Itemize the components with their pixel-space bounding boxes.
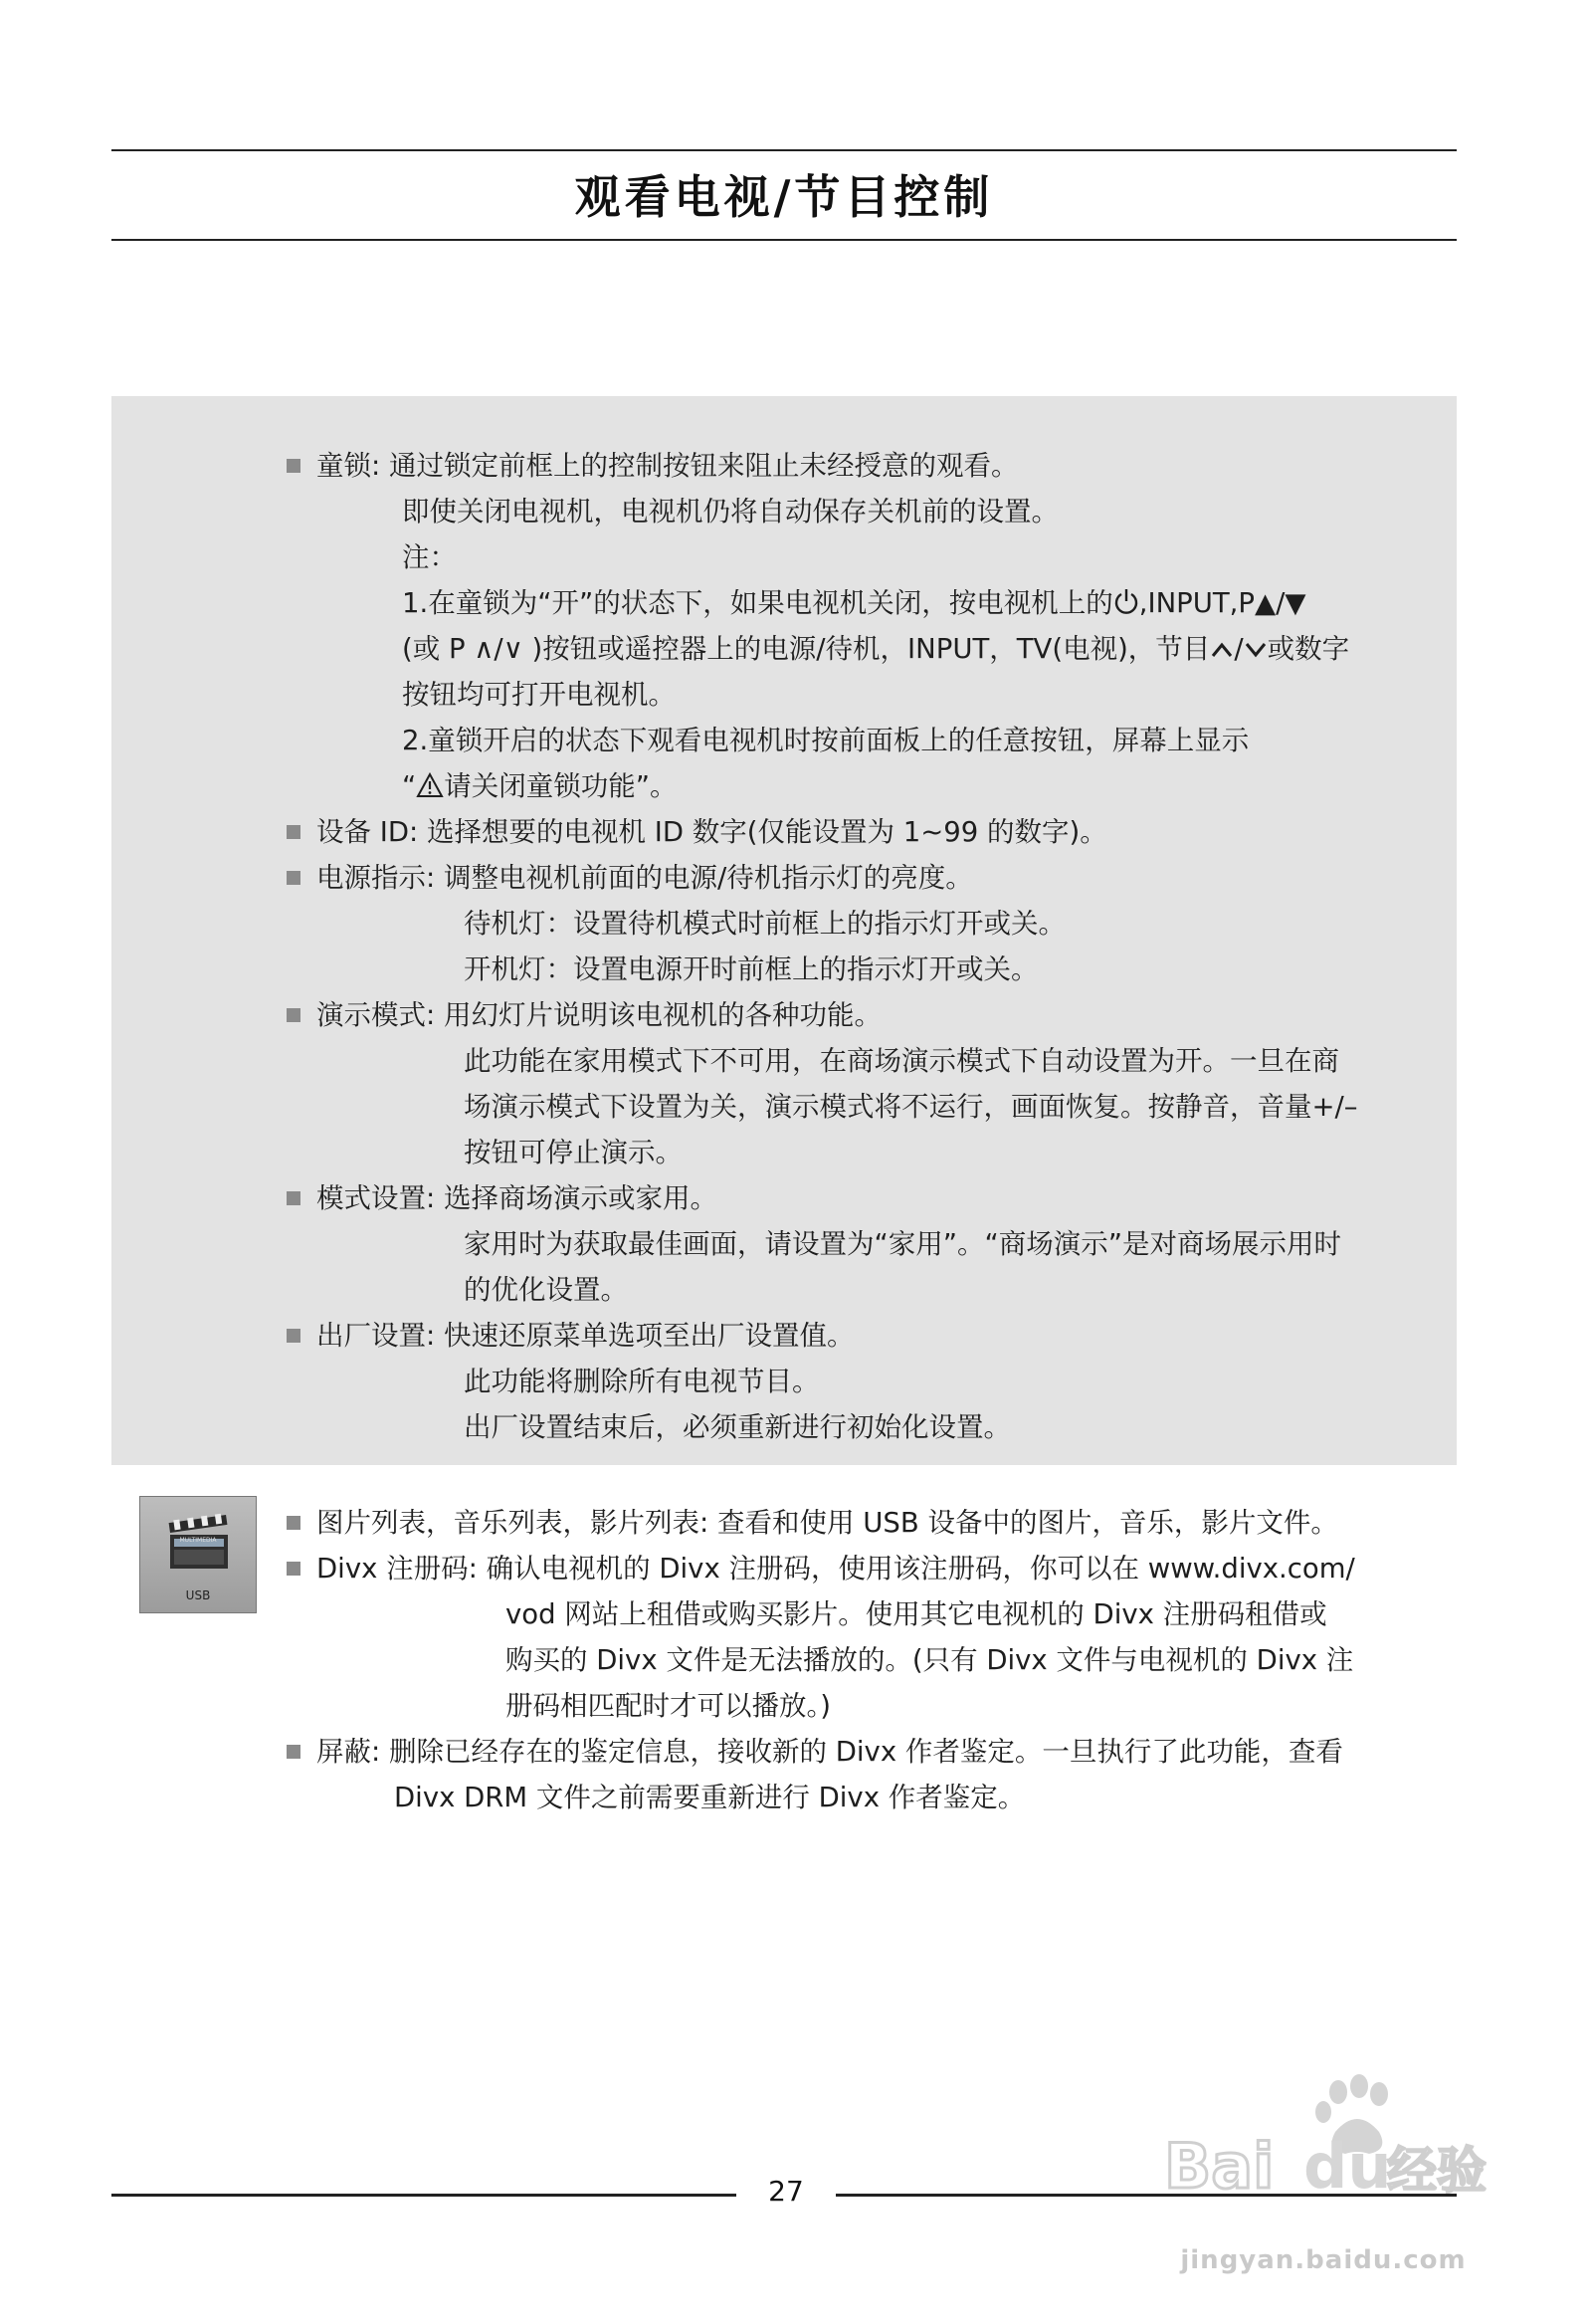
page-number: 27: [736, 2172, 836, 2212]
divx-code-item: Divx 注册码: 确认电视机的 Divx 注册码，使用该注册码，你可以在 www.divx.com/: [316, 1553, 1355, 1585]
header-rule-top: [111, 149, 1457, 151]
bullet-square-icon: [287, 1745, 300, 1759]
note-line-2-suffix: 或数字: [1267, 633, 1350, 665]
note-line-2: [402, 629, 1349, 669]
demo-mode-desc-1: 此功能在家用模式下不可用，在商场演示模式下自动设置为开。一旦在商: [464, 1045, 1339, 1077]
divx-code-desc-3: 册码相匹配时才可以播放。): [505, 1690, 831, 1722]
mode-setting-desc-1: 家用时为获取最佳画面，请设置为“家用”。“商场演示”是对商场展示用时: [464, 1228, 1341, 1260]
usb-multimedia-icon: [139, 1496, 257, 1613]
deactivate-item: 屏蔽: 删除已经存在的鉴定信息，接收新的 Divx 作者鉴定。一旦执行了此功能，查看: [316, 1736, 1343, 1768]
power-indicator-item: 电源指示: 调整电视机前面的电源/待机指示灯的亮度。: [316, 862, 973, 894]
note-line-1-buttons: ,INPUT,P▲/▼: [1138, 587, 1306, 619]
note-2-line-1: 2.童锁开启的状态下观看电视机时按前面板上的任意按钮，屏幕上显示: [402, 725, 1250, 756]
quote-open: “: [402, 770, 417, 802]
bullet-square-icon: [287, 459, 300, 473]
warning-icon: [416, 772, 444, 798]
usb-icon-label: USB: [185, 1588, 211, 1602]
note-line-2-text: (或 P ∧/∨ )按钮或遥控器上的电源/待机，INPUT，TV(电视)，节目: [402, 633, 1211, 665]
mode-setting-desc-2: 的优化设置。: [464, 1274, 628, 1306]
svg-text:Bai: Bai: [1164, 2130, 1275, 2203]
svg-text:经验: 经验: [1387, 2142, 1487, 2200]
factory-reset-item: 出厂设置: 快速还原菜单选项至出厂设置值。: [316, 1320, 855, 1352]
deactivate-desc: Divx DRM 文件之前需要重新进行 Divx 作者鉴定。: [394, 1782, 1026, 1813]
bullet-square-icon: [287, 871, 300, 885]
bullet-square-icon: [287, 825, 300, 839]
header-rule-bottom: [111, 239, 1457, 241]
baidu-watermark-logo: [1144, 2070, 1502, 2219]
bullet-square-icon: [287, 1329, 300, 1343]
usb-icon-badge: MULTIMEDIA: [179, 1537, 217, 1544]
factory-reset-desc-2: 出厂设置结束后，必须重新进行初始化设置。: [464, 1411, 1011, 1443]
bullet-square-icon: [287, 1562, 300, 1576]
demo-mode-item: 演示模式: 用幻灯片说明该电视机的各种功能。: [316, 999, 883, 1031]
bullet-square-icon: [287, 1516, 300, 1530]
note-line-2-slash: /: [1234, 633, 1244, 665]
usb-lists-item: 图片列表，音乐列表，影片列表: 查看和使用 USB 设备中的图片，音乐，影片文件。: [316, 1507, 1338, 1539]
standby-light-desc: 待机灯：设置待机模式时前框上的指示灯开或关。: [464, 908, 1066, 940]
demo-mode-desc-3: 按钮可停止演示。: [464, 1137, 683, 1168]
note-label: 注：: [402, 541, 457, 573]
caret-down-icon: [1244, 639, 1268, 661]
power-light-desc: 开机灯：设置电源开时前框上的指示灯开或关。: [464, 953, 1039, 985]
note-line-3: 按钮均可打开电视机。: [402, 679, 676, 711]
svg-text:du: du: [1303, 2130, 1392, 2203]
note-line-1-text: 1.在童锁为“开”的状态下，如果电视机关闭，按电视机上的: [402, 587, 1113, 619]
page-title: 观看电视/节目控制: [574, 170, 994, 224]
power-icon: [1113, 587, 1139, 615]
demo-mode-desc-2: 场演示模式下设置为关，演示模式将不运行，画面恢复。按静音，音量+/–: [464, 1091, 1358, 1123]
bullet-square-icon: [287, 1191, 300, 1205]
watermark-url: jingyan.baidu.com: [1180, 2245, 1467, 2275]
child-lock-item: 童锁: 通过锁定前框上的控制按钮来阻止未经授意的观看。: [316, 450, 1019, 482]
caret-up-icon: [1210, 639, 1234, 661]
warning-message: 请关闭童锁功能”。: [444, 770, 678, 802]
device-id-item: 设备 ID: 选择想要的电视机 ID 数字(仅能设置为 1~99 的数字)。: [316, 816, 1107, 848]
note-line-1: [402, 583, 1306, 623]
child-lock-desc: 即使关闭电视机，电视机仍将自动保存关机前的设置。: [402, 496, 1059, 528]
mode-setting-item: 模式设置: 选择商场演示或家用。: [316, 1182, 718, 1214]
bullet-square-icon: [287, 1008, 300, 1022]
divx-code-desc-1: vod 网站上租借或购买影片。使用其它电视机的 Divx 注册码租借或: [505, 1598, 1327, 1630]
divx-code-desc-2: 购买的 Divx 文件是无法播放的。(只有 Divx 文件与电视机的 Divx 注: [505, 1644, 1354, 1676]
factory-reset-desc-1: 此功能将删除所有电视节目。: [464, 1366, 820, 1397]
note-2-line-2: [402, 766, 678, 806]
